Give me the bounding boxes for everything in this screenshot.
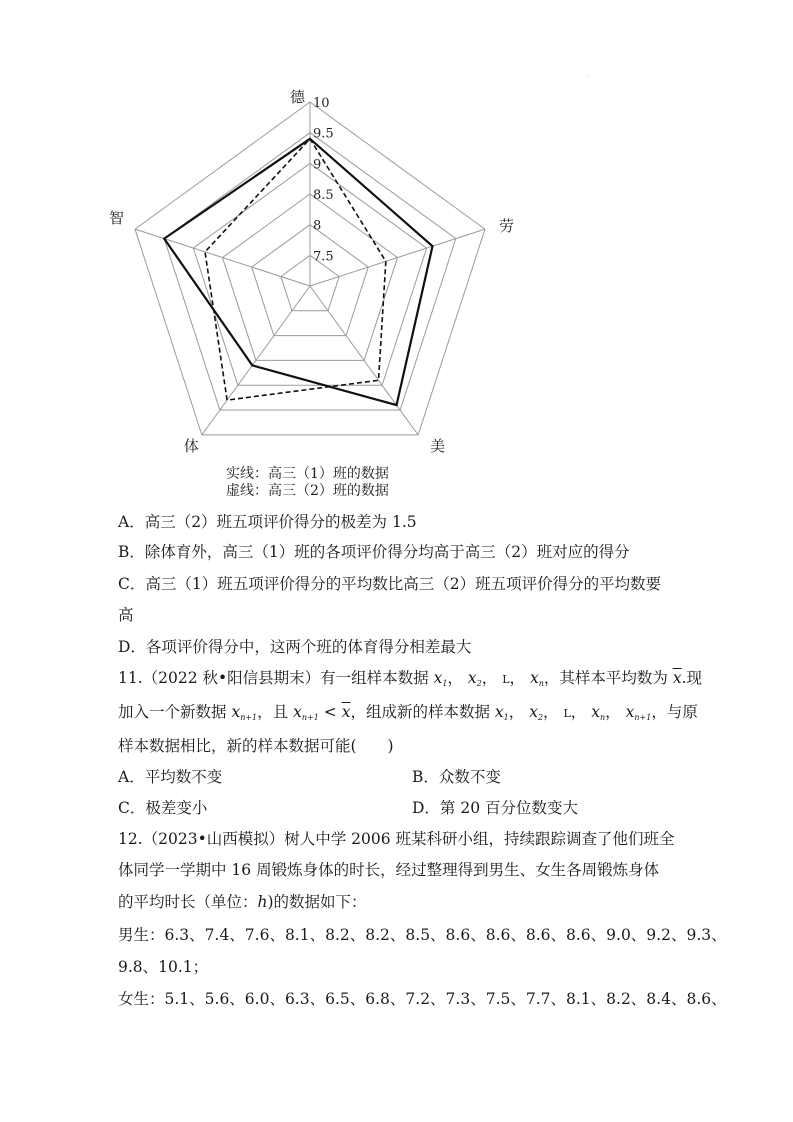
var-xn: x [529, 669, 539, 687]
var-x2: x [467, 669, 477, 687]
sub-n1: n+1 [634, 713, 652, 722]
q11-line2-text-a: 加入一个新数据 [118, 703, 227, 721]
tick-label-2: 8.5 [313, 188, 334, 203]
q11-line2 [118, 700, 698, 722]
q12-line3-text-a: 的平均时长（单位： [118, 893, 258, 911]
legend-dashed: 虚线：高三（2）班的数据 [226, 483, 389, 499]
sub-n: n [600, 713, 606, 722]
tick-label-5: 10 [313, 96, 330, 111]
sub-1: 1 [442, 679, 448, 688]
q11-line2-text-d: ，与原 [651, 703, 698, 721]
spoke-1 [310, 229, 485, 286]
var-xbar: $\overline{x}$ [672, 669, 682, 687]
var-x2-b: x [529, 703, 538, 721]
axis-label-1: 劳 [498, 217, 515, 236]
q11-option-c: C．极差变小 [118, 799, 208, 817]
unit-h: h [257, 893, 268, 911]
q10-option-d: D．各项评价得分中，这两个班的体育得分相差最大 [118, 638, 472, 656]
var-x1-b: x [494, 703, 504, 721]
q10-option-c-line1: C．高三（1）班五项评价得分的平均数比高三（2）班五项评价得分的平均数要 [118, 575, 662, 593]
page-mark: . [586, 72, 588, 79]
q10-option-a: A．高三（2）班五项评价得分的极差为 1.5 [118, 513, 417, 531]
q12-line2: 体同学一学期中 16 周锻炼身体的时长，经过整理得到男生、女生各周锻炼身体 [118, 861, 660, 879]
sub-2: 2 [537, 713, 544, 722]
var-xn1-c: x [625, 703, 635, 721]
axis-label-0: 德 [290, 88, 306, 106]
sep: ， [509, 669, 526, 687]
q11-option-d: D．第 20 百分位数变大 [412, 799, 579, 817]
spoke-4 [135, 229, 310, 286]
axis-label-2: 美 [430, 436, 446, 455]
sub-n: n [538, 679, 544, 688]
sep: ， [481, 669, 498, 687]
tick-label-0: 7.5 [313, 249, 334, 265]
axis-label-3: 体 [183, 436, 199, 455]
q11-line1-text-c: .现 [681, 669, 703, 687]
var-xn-b: x [591, 703, 600, 721]
q11-line2-text-c: ，组成新的样本数据 [350, 703, 490, 721]
sub-2: 2 [476, 679, 482, 688]
legend-solid: 实线：高三（1）班的数据 [226, 466, 389, 482]
sep: ， [447, 669, 463, 687]
sub-1: 1 [503, 713, 509, 722]
ellipsis: L [563, 707, 571, 720]
q12-male-line2: 9.8、10.1； [118, 958, 209, 976]
axis-label-4: 智 [109, 209, 125, 228]
tick-label-4: 9.5 [313, 126, 334, 142]
var-xbar-b: $\overline{x}$ [341, 703, 351, 721]
q10-option-c-line2: 高 [118, 606, 134, 624]
ellipsis: L [502, 673, 510, 686]
sub-n1: n+1 [240, 713, 258, 722]
tick-label-3: 9 [313, 157, 322, 173]
q11-line3: 样本数据相比，新的样本数据可能( ) [118, 737, 394, 755]
q11-option-b: B．众数不变 [412, 768, 501, 786]
q12-line3-text-b: )的数据如下： [267, 893, 367, 911]
var-xn1-b: x [293, 703, 302, 721]
less-than: < [323, 703, 337, 721]
q12-male-line1: 男生：6.3、7.4、7.6、8.1、8.2、8.2、8.5、8.6、8.6、8.6、8.6、9.0、9.2、9.3、 [118, 926, 727, 944]
q11-option-a: A．平均数不变 [118, 768, 223, 786]
q11-line1-text-a: 11.（2022 秋•阳信县期末）有一组样本数据 [118, 669, 429, 687]
tick-label-1: 8 [313, 218, 322, 234]
q10-option-b: B．除体育外，高三（1）班的各项评价得分均高于高三（2）班对应的得分 [118, 543, 630, 561]
sep: ， [543, 703, 559, 721]
sub-n1: n+1 [301, 713, 319, 722]
q11-line1-text-b: ，其样本平均数为 [543, 669, 668, 687]
var-xn1: x [231, 703, 241, 721]
q12-line1: 12.（2023•山西模拟）树人中学 2006 班某科研小组，持续跟踪调查了他们班全 [118, 830, 675, 848]
sep: ， [570, 703, 587, 721]
q12-line3 [118, 890, 367, 912]
radar-chart [109, 88, 515, 460]
var-x1: x [433, 669, 443, 687]
q11-line2-text-b: ，且 [257, 703, 289, 721]
sep: ， [605, 703, 621, 721]
q11-line1 [118, 666, 702, 688]
q12-female-line1: 女生：5.1、5.6、6.0、6.3、6.5、6.8、7.2、7.3、7.5、7.7、8.1、8.2、8.4、8.6、 [118, 990, 727, 1008]
sep: ， [508, 703, 525, 721]
